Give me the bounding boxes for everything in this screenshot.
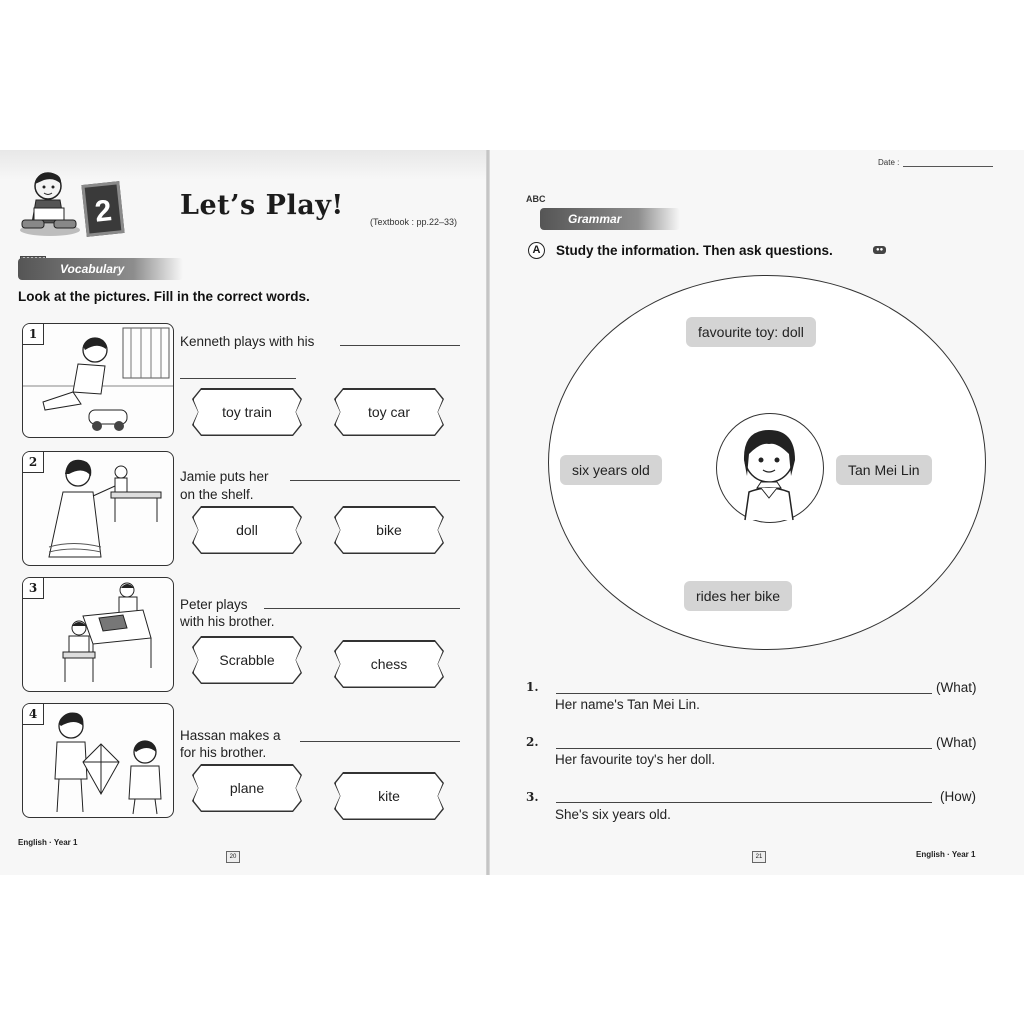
exercise-picture-2: [22, 451, 174, 566]
exercise-picture-3: [22, 577, 174, 692]
girl-portrait-icon: [717, 414, 822, 521]
part-a-badge: A: [528, 242, 545, 259]
exercise-3-choice-1[interactable]: Scrabble: [192, 636, 302, 684]
exercise-number: 3: [22, 577, 44, 599]
question-2-hint-word: (What): [936, 735, 977, 750]
exercise-3-choice-2[interactable]: chess: [334, 640, 444, 688]
question-1-answer: Her name's Tan Mei Lin.: [555, 697, 700, 712]
exercise-1-choice-1[interactable]: toy train: [192, 388, 302, 436]
page-number-left: 20: [226, 851, 240, 863]
exercise-3-sentence-line-1: Peter plays: [180, 597, 248, 612]
boys-making-kite-picture: [23, 704, 173, 817]
question-1-number: 1.: [526, 680, 539, 694]
boys-playing-chess-picture: [23, 578, 173, 691]
exercise-1-sentence-line-1: Kenneth plays with his: [180, 334, 315, 349]
boy-with-toy-car-picture: [23, 324, 173, 437]
left-page: [0, 150, 487, 875]
chapter-title: Let’s Play!: [180, 190, 344, 221]
right-page: [490, 150, 1024, 875]
question-2-number: 2.: [526, 735, 539, 749]
section-banner-vocabulary: Vocabulary: [18, 258, 183, 280]
abc-icon-text: ABC: [526, 194, 546, 204]
boy-reading-icon: [14, 168, 86, 243]
exercise-picture-4: [22, 703, 174, 818]
exercise-1-choice-2[interactable]: toy car: [334, 388, 444, 436]
textbook-reference: (Textbook : pp.22–33): [370, 217, 458, 227]
question-1-hint-word: (What): [936, 680, 977, 695]
footer-right-subject: English · Year 1: [916, 850, 976, 859]
page-number-right: 21: [752, 851, 766, 863]
chapter-number: 2: [81, 181, 124, 237]
exercise-3-answer-blank[interactable]: [264, 608, 460, 609]
exercise-1-answer-blank[interactable]: [340, 345, 460, 346]
girl-portrait-frame: [716, 413, 824, 523]
exercise-4-choice-2[interactable]: kite: [334, 772, 444, 820]
question-3-hint-word: (How): [940, 789, 976, 804]
exercise-2-answer-blank[interactable]: [290, 480, 460, 481]
info-favourite-toy: favourite toy: doll: [686, 317, 816, 347]
exercise-3-sentence-line-2: with his brother.: [180, 614, 275, 629]
footer-left-subject: English · Year 1: [18, 838, 78, 847]
info-name: Tan Mei Lin: [836, 455, 932, 485]
question-3-number: 3.: [526, 790, 539, 804]
speaking-tag-icon: ●●: [873, 246, 886, 254]
vocabulary-instruction: Look at the pictures. Fill in the correct words.: [18, 289, 310, 304]
date-label: Date :: [878, 158, 900, 167]
exercise-number: 4: [22, 703, 44, 725]
exercise-picture-1: [22, 323, 174, 438]
question-1-answer-line[interactable]: [556, 693, 932, 694]
info-hobby: rides her bike: [684, 581, 792, 611]
grammar-instruction: Study the information. Then ask questions.: [556, 243, 833, 258]
question-3-answer-line[interactable]: [556, 802, 932, 803]
info-age: six years old: [560, 455, 662, 485]
question-3-answer: She's six years old.: [555, 807, 671, 822]
question-2-answer: Her favourite toy's her doll.: [555, 752, 716, 767]
girl-with-doll-picture: [23, 452, 173, 565]
exercise-4-answer-blank[interactable]: [300, 741, 460, 742]
date-field[interactable]: [903, 166, 993, 167]
exercise-2-choice-2[interactable]: bike: [334, 506, 444, 554]
question-2-answer-line[interactable]: [556, 748, 932, 749]
exercise-2-sentence-line-2: on the shelf.: [180, 487, 254, 502]
exercise-1-answer-blank-2[interactable]: [180, 378, 296, 379]
exercise-4-sentence-line-2: for his brother.: [180, 745, 267, 760]
exercise-number: 2: [22, 451, 44, 473]
workbook-spread: [0, 150, 1024, 875]
section-banner-grammar: Grammar: [540, 208, 680, 230]
exercise-2-sentence-line-1: Jamie puts her: [180, 469, 269, 484]
exercise-4-sentence-line-1: Hassan makes a: [180, 728, 281, 743]
exercise-2-choice-1[interactable]: doll: [192, 506, 302, 554]
exercise-number: 1: [22, 323, 44, 345]
exercise-4-choice-1[interactable]: plane: [192, 764, 302, 812]
